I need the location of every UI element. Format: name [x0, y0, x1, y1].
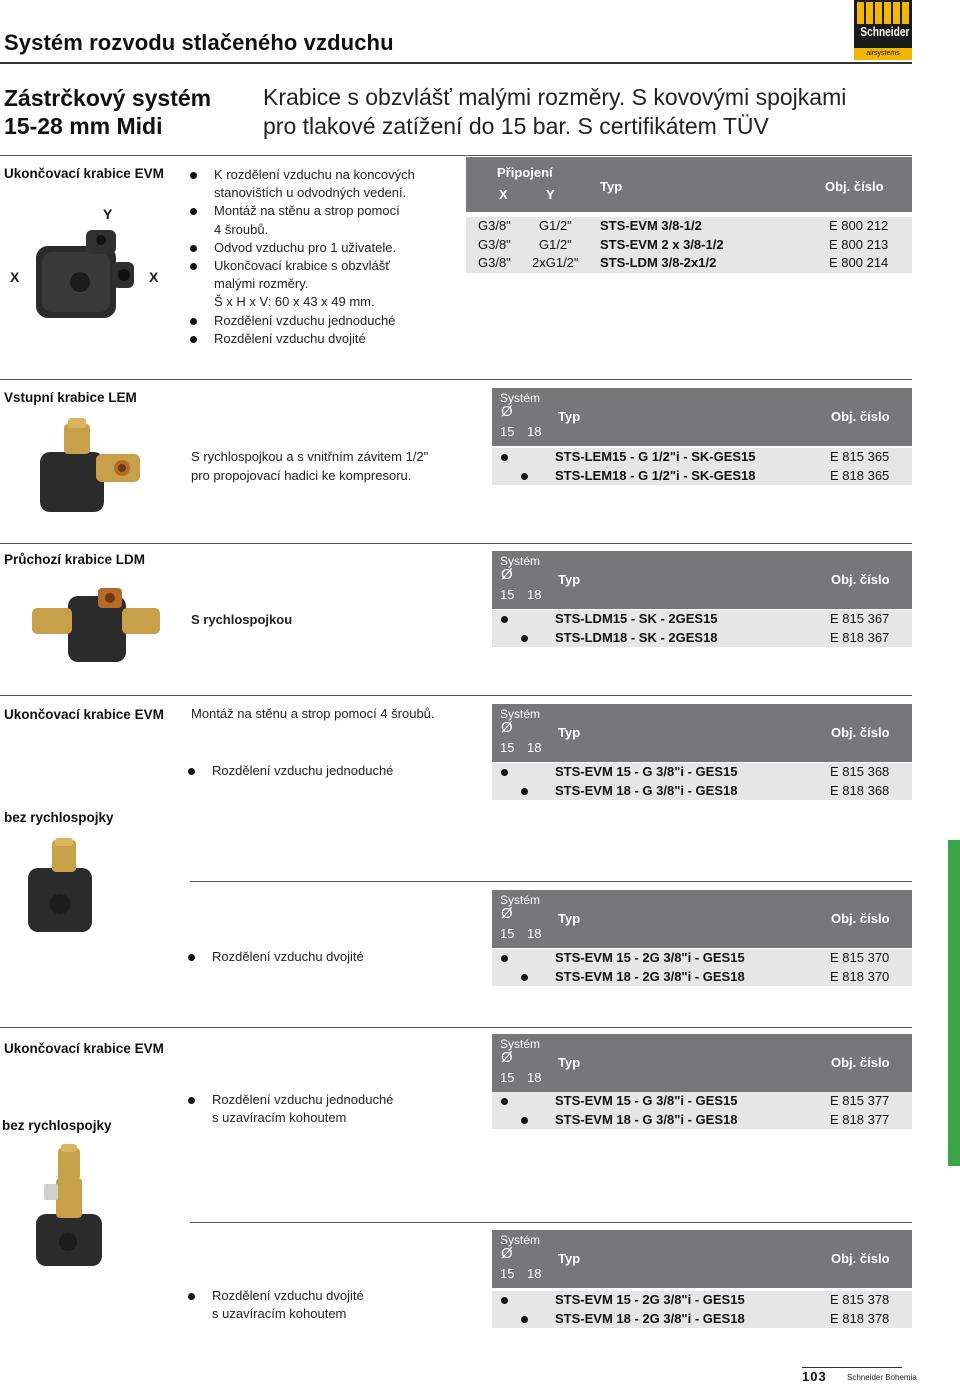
table-header — [492, 1230, 912, 1288]
size-15-marker-icon — [501, 454, 508, 461]
table-row — [492, 763, 912, 782]
header-diameter: Ø — [501, 566, 513, 583]
cell-type: STS-LEM15 - G 1/2"i - SK-GES15 — [555, 449, 756, 464]
table-row — [466, 236, 912, 255]
cell-x: G3/8" — [478, 218, 511, 233]
cell-type: STS-EVM 2 x 3/8-1/2 — [600, 236, 724, 252]
cell-type: STS-EVM 15 - 2G 3/8"i - GES15 — [555, 1292, 745, 1307]
section-divider — [0, 543, 912, 544]
table-header — [492, 890, 912, 948]
axis-label-x-right: X — [149, 269, 159, 285]
section-divider — [0, 379, 912, 380]
list-item: Rozdělení vzduchu jednoduché — [186, 1091, 393, 1109]
section-subtitle-no-coupling-2: bez rychlospojky — [2, 1118, 112, 1133]
list-item: Š x H x V: 60 x 43 x 49 mm. — [214, 294, 375, 310]
list-item: Rozdělení vzduchu dvojité — [186, 1287, 364, 1305]
table-header — [492, 704, 912, 762]
table-row — [492, 1310, 912, 1329]
header-order-number: Obj. číslo — [831, 911, 890, 926]
lem-table-body — [492, 448, 912, 485]
header-diameter: Ø — [501, 719, 513, 736]
header-system: Systém — [500, 707, 541, 721]
section-title-evm-2: Ukončovací krabice EVM — [4, 707, 164, 722]
evm-double-feature — [186, 948, 364, 966]
table-row — [492, 949, 912, 968]
section-title-evm-3: Ukončovací krabice EVM — [4, 1041, 164, 1056]
table-row — [492, 629, 912, 648]
cell-y: 2xG1/2" — [532, 255, 579, 270]
page-number: 103 — [802, 1369, 827, 1384]
header-size-15: 15 — [500, 1070, 515, 1085]
section-subtitle-no-coupling: bez rychlospojky — [4, 810, 114, 825]
header-order-number: Obj. číslo — [831, 572, 890, 587]
footer-divider — [802, 1367, 902, 1368]
list-item: Rozdělení vzduchu dvojité — [186, 948, 364, 966]
cell-order-number: E 800 212 — [829, 218, 889, 233]
cell-y: G1/2" — [539, 218, 572, 233]
cell-type: STS-LDM15 - SK - 2GES15 — [555, 611, 718, 626]
header-type: Typ — [558, 911, 581, 926]
evm-valve-single-feature — [186, 1091, 393, 1127]
section-title-evm: Ukončovací krabice EVM — [4, 166, 164, 181]
lem-description-line-1: S rychlospojkou a s vnitřním závitem 1/2" — [191, 449, 429, 464]
axis-label-x-left: X — [10, 269, 20, 285]
cell-type: STS-EVM 15 - G 3/8"i - GES15 — [555, 1093, 738, 1108]
table-header — [492, 551, 912, 609]
header-size-18: 18 — [527, 424, 542, 439]
header-system: Systém — [500, 1233, 541, 1247]
header-system: Systém — [500, 893, 541, 907]
header-size-15: 15 — [500, 587, 515, 602]
logo-text: Schneider — [860, 24, 910, 39]
product-intro — [263, 83, 846, 141]
size-18-marker-icon — [521, 1316, 528, 1323]
header-size-18: 18 — [527, 1266, 542, 1281]
list-item: stanovištích u odvodných vedení. — [214, 185, 407, 201]
header-size-18: 18 — [527, 587, 542, 602]
size-18-marker-icon — [521, 473, 528, 480]
size-18-marker-icon — [521, 788, 528, 795]
chapter-tab-marker — [948, 840, 960, 1166]
table-row — [492, 448, 912, 467]
section-divider — [0, 1027, 912, 1028]
header-size-15: 15 — [500, 424, 515, 439]
header-type: Typ — [558, 409, 581, 424]
subsection-divider — [190, 881, 912, 882]
cell-type: STS-LEM18 - G 1/2"i - SK-GES18 — [555, 467, 756, 483]
header-order-number: Obj. číslo — [831, 725, 890, 740]
header-order-number: Obj. číslo — [831, 409, 890, 424]
header-diameter: Ø — [501, 1245, 513, 1262]
list-item: Rozdělení vzduchu jednoduché — [188, 312, 448, 330]
size-15-marker-icon — [501, 616, 508, 623]
table-row — [466, 254, 912, 273]
list-item: Montáž na stěnu a strop pomocí — [188, 202, 448, 220]
size-15-marker-icon — [501, 769, 508, 776]
header-system: Systém — [500, 554, 541, 568]
table-row — [466, 217, 912, 236]
cell-type: STS-LDM18 - SK - 2GES18 — [555, 629, 718, 645]
header-order-number: Obj. číslo — [831, 1055, 890, 1070]
evm-single-table-body — [492, 763, 912, 800]
cell-type: STS-EVM 15 - 2G 3/8"i - GES15 — [555, 950, 745, 965]
size-18-marker-icon — [521, 974, 528, 981]
list-item: Odvod vzduchu pro 1 uživatele. — [188, 239, 448, 257]
axis-label-y: Y — [103, 206, 113, 222]
header-type: Typ — [558, 1251, 581, 1266]
header-order-number: Obj. číslo — [831, 1251, 890, 1266]
ldm-table-body — [492, 610, 912, 647]
table-row — [492, 968, 912, 987]
size-15-marker-icon — [501, 1098, 508, 1105]
table-row — [492, 782, 912, 801]
header-order-number: Obj. číslo — [825, 179, 884, 194]
cell-x: G3/8" — [478, 255, 511, 270]
size-15-marker-icon — [501, 955, 508, 962]
cell-type: STS-EVM 18 - G 3/8"i - GES18 — [555, 1111, 738, 1127]
ldm-description: S rychlospojkou — [191, 612, 293, 627]
table-row — [492, 1291, 912, 1310]
cell-order-number: E 815 365 — [830, 449, 890, 464]
section-title-ldm: Průchozí krabice LDM — [4, 552, 146, 567]
section-title-lem: Vstupní krabice LEM — [4, 390, 137, 405]
cell-order-number: E 800 213 — [829, 236, 889, 252]
section-divider — [0, 695, 912, 696]
header-system: Systém — [500, 1037, 541, 1051]
product-system-line-2: 15-28 mm Midi — [4, 113, 163, 139]
evm-feature-list — [188, 166, 448, 348]
size-18-marker-icon — [521, 1117, 528, 1124]
header-diameter: Ø — [501, 403, 513, 420]
evm-valve-box-image — [30, 1144, 110, 1268]
product-system-title — [4, 84, 211, 140]
cell-y: G1/2" — [539, 236, 572, 252]
header-type: Typ — [600, 179, 623, 194]
footer-company: Schneider Bohemia — [847, 1373, 917, 1382]
subsection-divider — [190, 1222, 912, 1223]
header-size-18: 18 — [527, 740, 542, 755]
header-size-18: 18 — [527, 1070, 542, 1085]
cell-order-number: E 818 367 — [830, 629, 890, 645]
page-title: Systém rozvodu stlačeného vzduchu — [4, 30, 394, 55]
lem-description — [191, 448, 428, 485]
size-15-marker-icon — [501, 1297, 508, 1304]
header-size-15: 15 — [500, 1266, 515, 1281]
cell-x: G3/8" — [478, 236, 511, 252]
list-item: K rozdělení vzduchu na koncových — [188, 166, 448, 184]
evm-table-body — [466, 217, 912, 273]
list-item: Rozdělení vzduchu dvojité — [188, 330, 448, 348]
header-size-15: 15 — [500, 926, 515, 941]
header-type: Typ — [558, 1055, 581, 1070]
evm-double-table-body — [492, 949, 912, 986]
evm-valve-double-feature — [186, 1287, 364, 1323]
logo-subtext: airsystems — [854, 48, 912, 60]
cell-order-number: E 815 368 — [830, 764, 890, 779]
lem-description-line-2: pro propojovací hadici ke kompresoru. — [191, 467, 412, 483]
cell-order-number: E 815 370 — [830, 950, 890, 965]
header-x: X — [499, 187, 508, 202]
cell-order-number: E 800 214 — [829, 255, 889, 270]
evm-valve-single-table-body — [492, 1092, 912, 1129]
list-item: s uzavíracím kohoutem — [212, 1306, 347, 1322]
evm-mounting-note: Montáž na stěnu a strop pomocí 4 šroubů. — [191, 706, 435, 721]
cell-order-number: E 818 370 — [830, 968, 890, 984]
product-intro-line-2: pro tlakové zatížení do 15 bar. S certifikátem TÜV — [263, 113, 769, 139]
title-divider — [0, 62, 912, 64]
logo-stripes-icon — [857, 2, 909, 24]
cell-order-number: E 818 365 — [830, 467, 890, 483]
list-item: Ukončovací krabice s obzvlášť — [188, 257, 448, 275]
header-size-18: 18 — [527, 926, 542, 941]
header-type: Typ — [558, 725, 581, 740]
cell-type: STS-EVM 18 - 2G 3/8"i - GES18 — [555, 968, 745, 984]
cell-order-number: E 818 378 — [830, 1310, 890, 1326]
list-item: malými rozměry. — [214, 276, 309, 292]
evm-valve-double-table-body — [492, 1291, 912, 1328]
table-row — [492, 610, 912, 629]
cell-type: STS-EVM 18 - G 3/8"i - GES18 — [555, 782, 738, 798]
evm-single-box-image — [24, 838, 100, 936]
cell-type: STS-EVM 18 - 2G 3/8"i - GES18 — [555, 1310, 745, 1326]
product-system-line-1: Zástrčkový systém — [4, 85, 212, 111]
cell-order-number: E 815 377 — [830, 1093, 890, 1108]
evm-single-feature — [186, 762, 393, 780]
list-item: Rozdělení vzduchu jednoduché — [186, 762, 393, 780]
cell-order-number: E 815 367 — [830, 611, 890, 626]
list-item: s uzavíracím kohoutem — [212, 1110, 347, 1126]
cell-type: STS-EVM 3/8-1/2 — [600, 218, 702, 233]
ldm-box-image — [32, 586, 160, 666]
cell-order-number: E 815 378 — [830, 1292, 890, 1307]
size-18-marker-icon — [521, 635, 528, 642]
header-system: Systém — [500, 391, 541, 405]
lem-box-image — [36, 418, 144, 516]
cell-order-number: E 818 377 — [830, 1111, 890, 1127]
evm-box-image — [28, 226, 140, 326]
product-intro-line-1: Krabice s obzvlášť malými rozměry. S kovovými spojkami — [263, 84, 847, 110]
schneider-logo — [854, 0, 912, 60]
cell-type: STS-LDM 3/8-2x1/2 — [600, 255, 717, 270]
table-row — [492, 467, 912, 486]
cell-type: STS-EVM 15 - G 3/8"i - GES15 — [555, 764, 738, 779]
table-header — [492, 388, 912, 446]
table-row — [492, 1092, 912, 1111]
list-item: 4 šroubů. — [214, 221, 269, 237]
header-size-15: 15 — [500, 740, 515, 755]
header-diameter: Ø — [501, 905, 513, 922]
header-y: Y — [546, 187, 555, 202]
cell-order-number: E 818 368 — [830, 782, 890, 798]
section-divider — [0, 155, 912, 156]
table-header — [492, 1034, 912, 1092]
table-row — [492, 1111, 912, 1130]
table-header — [466, 157, 912, 212]
header-type: Typ — [558, 572, 581, 587]
header-connection: Připojení — [497, 165, 553, 180]
header-diameter: Ø — [501, 1049, 513, 1066]
